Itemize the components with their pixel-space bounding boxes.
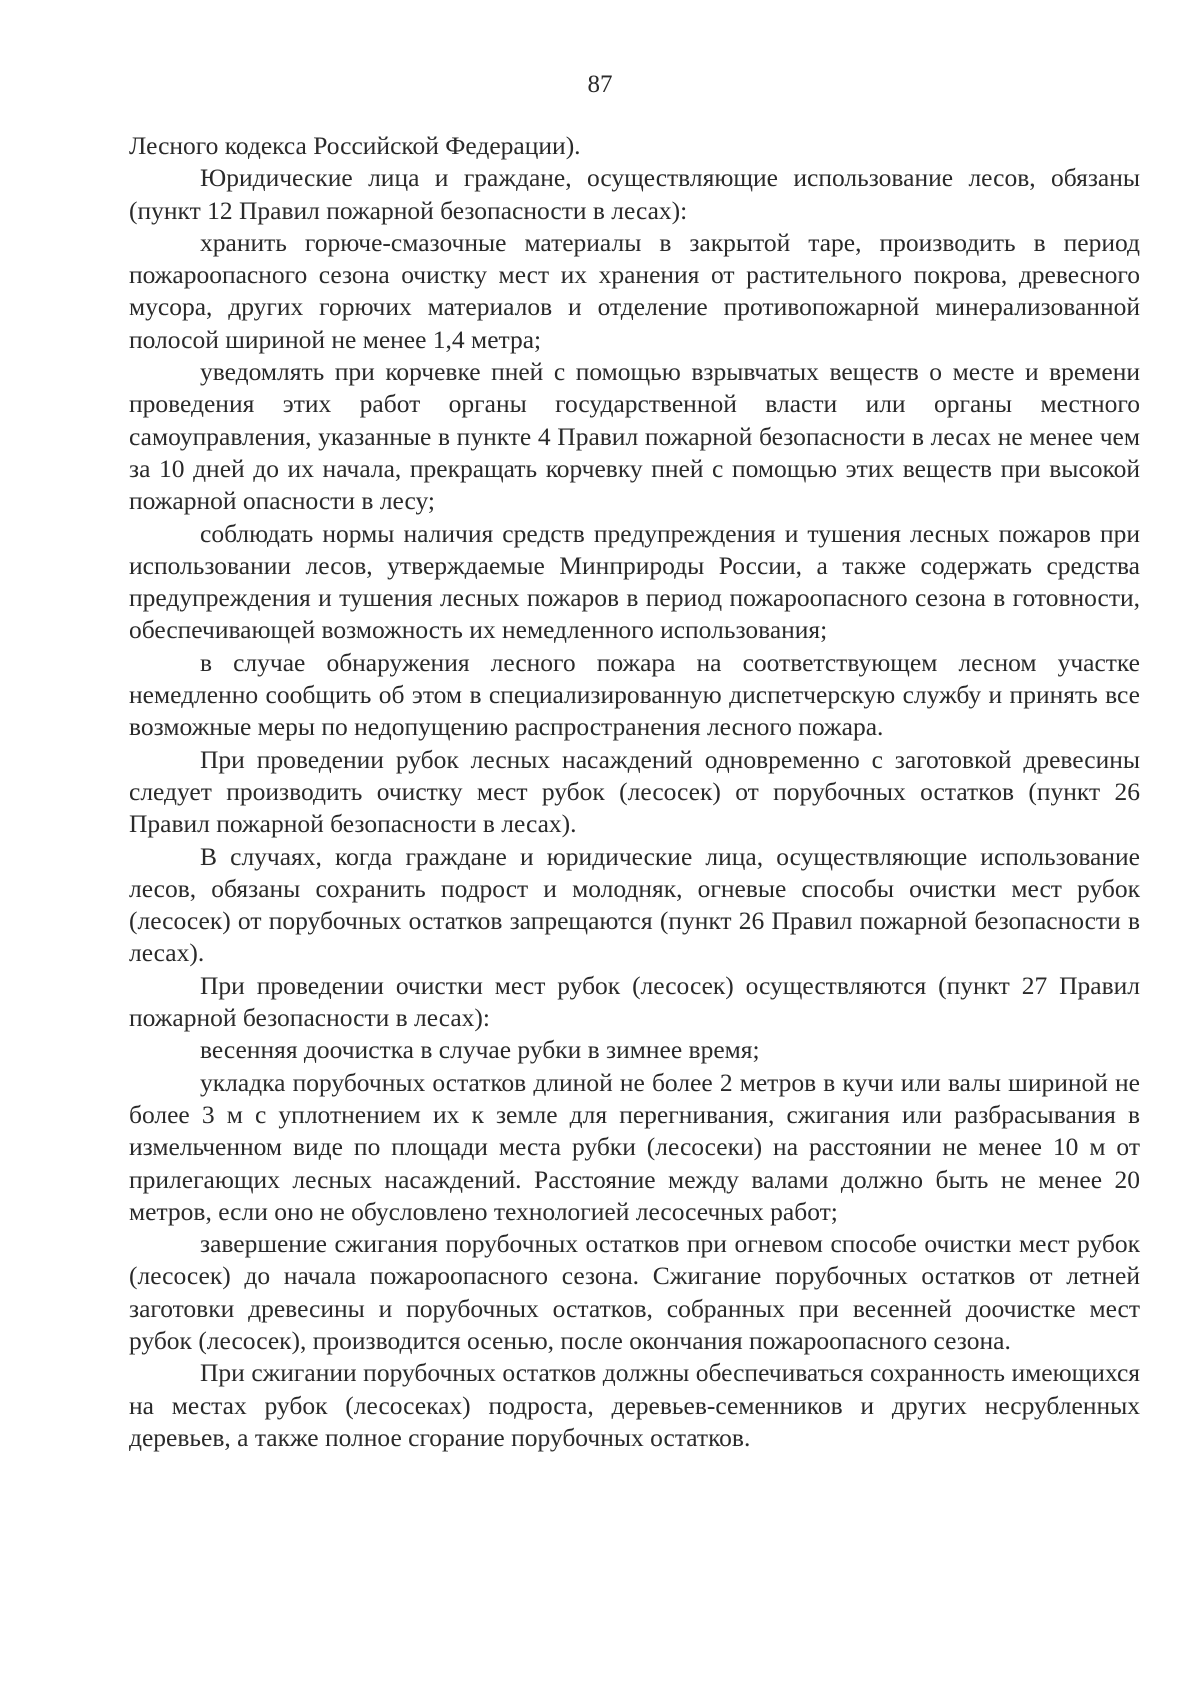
paragraph-burning-completion: завершение сжигания порубочных остатков при огневом способе очистки мест рубок (лесосек) до начала пожароопасного сезона. Сжигание порубочных остатков от летней заготовки древесины и порубочных остатков, собранных при весенней доочистке мест рубок (лесосек), производится осенью, после окончания пожароопасного сезона. bbox=[129, 1229, 1140, 1355]
paragraph-stump-removal-notice: уведомлять при корчевке пней с помощью взрывчатых веществ о месте и времени проведения этих работ органы государственной власти или органы местного самоуправления, указанные в пункте 4 Правил пожарной безопасности в лесах не менее чем за 10 дней до их начала, прекращать корчевку пней с помощью этих веществ при высокой пожарной опасности в лесу; bbox=[129, 357, 1140, 516]
paragraph-fire-detection: в случае обнаружения лесного пожара на соответствующем лесном участке немедленно сообщить об этом в специализированную диспетчерскую службу и принять все возможные меры по недопущению распространения лесного пожара. bbox=[129, 647, 1140, 742]
paragraph-spring-cleanup: весенняя доочистка в случае рубки в зимнее время; bbox=[200, 1035, 760, 1065]
paragraph-fuel-storage: хранить горюче-смазочные материалы в закрытой таре, производить в период пожароопасного сезона очистку мест их хранения от растительного покрова, древесного мусора, других горючих материалов и отделение противопожарной минерализованной полосой шириной не менее 1,4 метра; bbox=[129, 227, 1140, 354]
page-number: 87 bbox=[587, 71, 613, 98]
paragraph-burning-preservation: При сжигании порубочных остатков должны обеспечиваться сохранность имеющихся на местах рубок (лесосеках) подроста, деревьев-семенников и других несрубленных деревьев, а также полное сгорание порубочных остатков. bbox=[129, 1358, 1140, 1452]
document-body bbox=[129, 130, 1140, 1454]
paragraph-firefighting-equipment: соблюдать нормы наличия средств предупреждения и тушения лесных пожаров при использовании лесов, утверждаемые Минприроды России, а также содержать средства предупреждения и тушения лесных пожаров в период пожароопасного сезона в готовности, обеспечивающей возможность их немедленного использования; bbox=[129, 518, 1140, 645]
paragraph-residue-stacking: укладка порубочных остатков длиной не более 2 метров в кучи или валы шириной не более 3 м с уплотнением их к земле для перегнивания, сжигания или разбрасывания в измельченном виде по площади места рубки (лесосеки) на расстоянии не менее 10 м от прилегающих лесных насаждений. Расстояние между валами должно быть не менее 20 метров, если оно не обусловлено технологией лесосечных работ; bbox=[129, 1067, 1140, 1226]
paragraph-logging-cleanup: При проведении рубок лесных насаждений одновременно с заготовкой древесины следует производить очистку мест рубок (лесосек) от порубочных остатков (пункт 26 Правил пожарной безопасности в лесах). bbox=[129, 744, 1140, 839]
paragraph-fire-methods-prohibited: В случаях, когда граждане и юридические лица, осуществляющие использование лесов, обязаны сохранить подрост и молодняк, огневые способы очистки мест рубок (лесосек) от порубочных остатков запрещаются (пункт 26 Правил пожарной безопасности в лесах). bbox=[129, 841, 1140, 968]
paragraph-obligations-intro: Юридические лица и граждане, осуществляющие использование лесов, обязаны (пункт 12 Правил пожарной безопасности в лесах): bbox=[129, 163, 1140, 225]
paragraph-continuation: Лесного кодекса Российской Федерации). bbox=[129, 131, 581, 160]
paragraph-cleanup-methods-intro: При проведении очистки мест рубок (лесосек) осуществляются (пункт 27 Правил пожарной безопасности в лесах): bbox=[129, 970, 1140, 1033]
